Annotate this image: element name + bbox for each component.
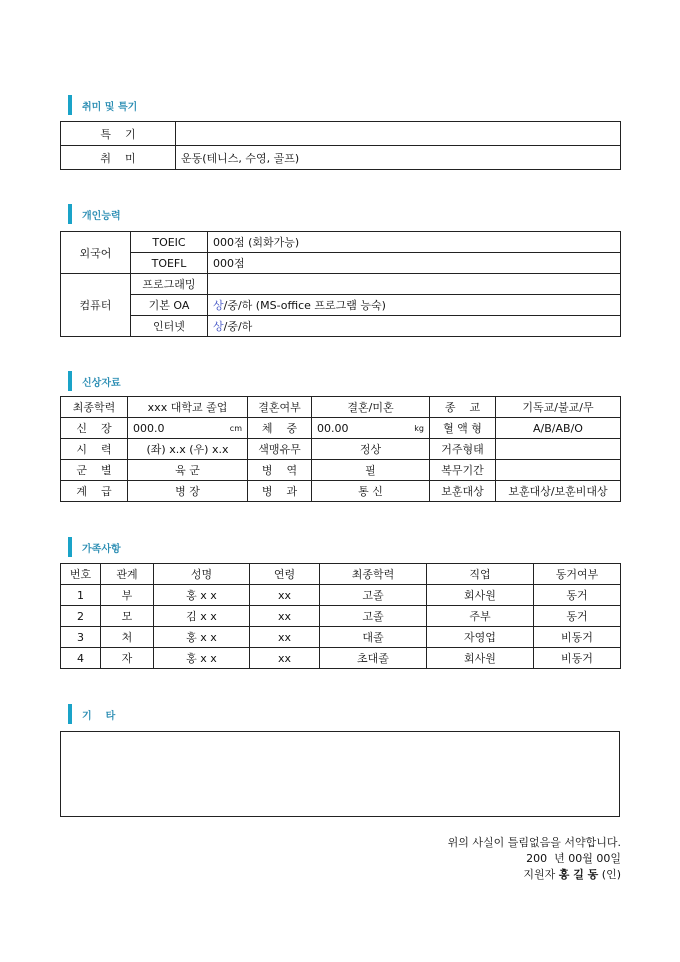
- label-military-service: 병 역: [248, 460, 312, 481]
- ability-section-header: [68, 203, 121, 225]
- label-rank: 계 급: [61, 481, 128, 502]
- cell-cohabitation[interactable]: 동거: [534, 606, 621, 627]
- value-marriage[interactable]: 결혼/미혼: [312, 397, 430, 418]
- cell-name[interactable]: 홍 x x: [154, 585, 250, 606]
- label-education: 최종학력: [61, 397, 128, 418]
- pledge-statement: 위의 사실이 틀림없음을 서약합니다.: [447, 836, 621, 849]
- cell-number: 2: [61, 606, 101, 627]
- value-veteran[interactable]: 보훈대상/보훈비대상: [496, 481, 621, 502]
- etc-section-header: [68, 703, 115, 725]
- cell-job[interactable]: 회사원: [427, 648, 534, 669]
- table-row: [61, 606, 621, 627]
- header-number: 번호: [61, 564, 101, 585]
- cell-age[interactable]: xx: [250, 648, 320, 669]
- hobbies-section-header: [68, 94, 137, 116]
- label-veteran: 보훈대상: [430, 481, 496, 502]
- label-hobby: 취 미: [61, 146, 176, 170]
- table-row: [61, 648, 621, 669]
- personal-section-header: [68, 370, 121, 392]
- cell-number: 3: [61, 627, 101, 648]
- cell-job[interactable]: 자영업: [427, 627, 534, 648]
- value-programming[interactable]: [208, 274, 621, 295]
- cell-age[interactable]: xx: [250, 627, 320, 648]
- cell-name[interactable]: 홍 x x: [154, 648, 250, 669]
- level-rest: /중/하: [223, 320, 253, 333]
- label-branch: 병 과: [248, 481, 312, 502]
- label-weight: 체 중: [248, 418, 312, 439]
- height-unit: cm: [229, 423, 242, 433]
- header-relation: 관계: [101, 564, 154, 585]
- table-row: [61, 295, 621, 316]
- table-header-row: [61, 564, 621, 585]
- applicant-line: [448, 867, 621, 883]
- value-residence[interactable]: [496, 439, 621, 460]
- value-special-skill[interactable]: [176, 122, 621, 146]
- label-foreign-language: 외국어: [61, 232, 131, 274]
- cell-job[interactable]: 회사원: [427, 585, 534, 606]
- seal-mark: (인): [601, 868, 621, 881]
- label-basic-oa: 기본 OA: [131, 295, 208, 316]
- label-marriage: 결혼여부: [248, 397, 312, 418]
- cell-age[interactable]: xx: [250, 585, 320, 606]
- cell-age[interactable]: xx: [250, 606, 320, 627]
- value-service-period[interactable]: [496, 460, 621, 481]
- table-row: [61, 122, 621, 146]
- section-title: 기 타: [82, 710, 116, 722]
- hobbies-table: [60, 121, 621, 170]
- cell-education[interactable]: 초대졸: [320, 648, 427, 669]
- family-section-header: [68, 536, 121, 558]
- table-row: [61, 460, 621, 481]
- value-military-service[interactable]: 필: [312, 460, 430, 481]
- cell-relation[interactable]: 자: [101, 648, 154, 669]
- table-row: [61, 316, 621, 337]
- cell-relation[interactable]: 모: [101, 606, 154, 627]
- weight-unit: kg: [414, 423, 424, 433]
- section-marker: [68, 704, 72, 724]
- table-row: [61, 627, 621, 648]
- value-religion[interactable]: 기독교/불교/무: [496, 397, 621, 418]
- cell-education[interactable]: 고졸: [320, 585, 427, 606]
- table-row: [61, 439, 621, 460]
- label-religion: 종 교: [430, 397, 496, 418]
- etc-content-box[interactable]: [60, 731, 620, 817]
- label-internet: 인터넷: [131, 316, 208, 337]
- header-cohabitation: 동거여부: [534, 564, 621, 585]
- table-row: [61, 274, 621, 295]
- table-row: [61, 232, 621, 253]
- table-row: [61, 253, 621, 274]
- signature-block: [448, 835, 621, 883]
- section-marker: [68, 95, 72, 115]
- value-branch[interactable]: 통 신: [312, 481, 430, 502]
- level-high: 상: [213, 299, 224, 312]
- section-marker: [68, 204, 72, 224]
- label-eyesight: 시 력: [61, 439, 128, 460]
- value-eyesight[interactable]: (좌) x.x (우) x.x: [128, 439, 248, 460]
- cell-cohabitation[interactable]: 비동거: [534, 627, 621, 648]
- label-special-skill: 특 기: [61, 122, 176, 146]
- cell-cohabitation[interactable]: 비동거: [534, 648, 621, 669]
- personal-table: [60, 396, 621, 502]
- section-title: 취미 및 특기: [82, 101, 138, 113]
- section-title: 개인능력: [82, 210, 121, 222]
- label-height: 신 장: [61, 418, 128, 439]
- label-toeic: TOEIC: [131, 232, 208, 253]
- value-basic-oa[interactable]: [208, 295, 621, 316]
- value-blood-type[interactable]: A/B/AB/O: [496, 418, 621, 439]
- value-internet[interactable]: [208, 316, 621, 337]
- signature-date: 200 년 00월 00일: [526, 852, 621, 865]
- family-table: [60, 563, 621, 669]
- value-education[interactable]: xxx 대학교 졸업: [128, 397, 248, 418]
- applicant-prefix: 지원자: [523, 868, 556, 881]
- applicant-name: 홍 길 동: [558, 868, 599, 881]
- cell-relation[interactable]: 부: [101, 585, 154, 606]
- section-title: 신상자료: [82, 377, 121, 389]
- table-row: [61, 481, 621, 502]
- table-row: [61, 585, 621, 606]
- cell-education[interactable]: 고졸: [320, 606, 427, 627]
- section-marker: [68, 371, 72, 391]
- table-row: [61, 397, 621, 418]
- label-toefl: TOEFL: [131, 253, 208, 274]
- ability-table: [60, 231, 621, 337]
- value-height[interactable]: [128, 418, 248, 439]
- label-residence: 거주형태: [430, 439, 496, 460]
- table-row: [61, 146, 621, 170]
- value-hobby[interactable]: 운동(테니스, 수영, 골프): [176, 146, 621, 170]
- label-computer: 컴퓨터: [61, 274, 131, 337]
- table-row: [61, 418, 621, 439]
- cell-number: 1: [61, 585, 101, 606]
- weight-number: 00.00: [317, 421, 349, 435]
- height-number: 000.0: [133, 421, 165, 435]
- cell-job[interactable]: 주부: [427, 606, 534, 627]
- cell-number: 4: [61, 648, 101, 669]
- label-programming: 프로그래밍: [131, 274, 208, 295]
- value-rank[interactable]: 병 장: [128, 481, 248, 502]
- section-title: 가족사항: [82, 543, 121, 555]
- section-marker: [68, 537, 72, 557]
- cell-name[interactable]: 홍 x x: [154, 627, 250, 648]
- label-color-blindness: 색맹유무: [248, 439, 312, 460]
- label-blood-type: 혈 액 형: [430, 418, 496, 439]
- value-army[interactable]: 육 군: [128, 460, 248, 481]
- header-age: 연령: [250, 564, 320, 585]
- value-weight[interactable]: [312, 418, 430, 439]
- label-service-period: 복무기간: [430, 460, 496, 481]
- cell-name[interactable]: 김 x x: [154, 606, 250, 627]
- level-high: 상: [213, 320, 224, 333]
- level-rest: /중/하 (MS-office 프로그램 능숙): [223, 299, 386, 312]
- label-army: 군 별: [61, 460, 128, 481]
- value-toefl[interactable]: 000점: [208, 253, 621, 274]
- header-name: 성명: [154, 564, 250, 585]
- cell-education[interactable]: 대졸: [320, 627, 427, 648]
- value-color-blindness[interactable]: 정상: [312, 439, 430, 460]
- cell-relation[interactable]: 처: [101, 627, 154, 648]
- value-toeic[interactable]: 000점 (회화가능): [208, 232, 621, 253]
- header-job: 직업: [427, 564, 534, 585]
- cell-cohabitation[interactable]: 동거: [534, 585, 621, 606]
- header-education: 최종학력: [320, 564, 427, 585]
